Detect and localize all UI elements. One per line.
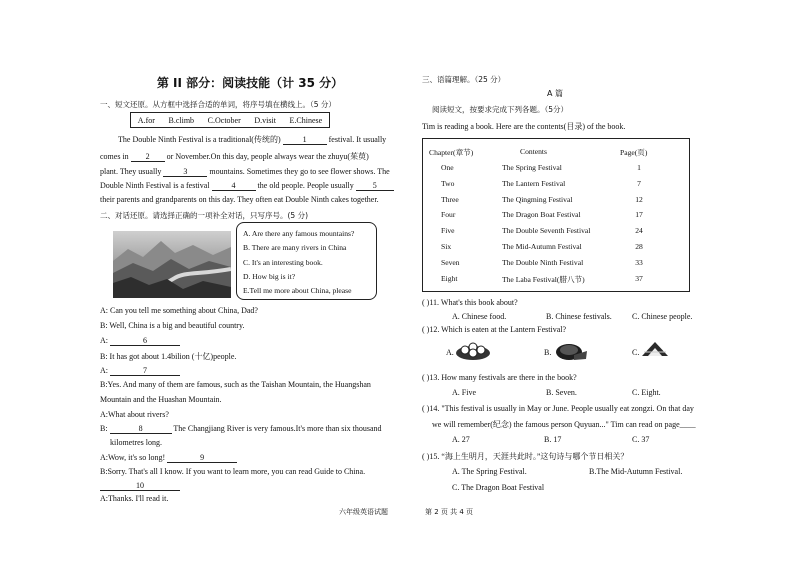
answer-option[interactable]: A. Five [452,388,476,397]
question-14-cont: we will remember(纪念) the famous person Quyuan..." Tim can read on page____ [432,420,696,429]
dialogue-option: C. It's an interesting book. [243,257,323,267]
answer-option[interactable]: B. Chinese festivals. [546,312,612,321]
passage-line: Double Ninth Festival is a festival 4 the old people. People usually 5 [100,181,394,191]
answer-option[interactable]: B. [544,348,552,357]
section1-heading: 一、短文还原。从方框中选择合适的单词，将序号填在横线上。（5 分） [100,100,336,109]
answer-option[interactable]: A. Chinese food. [452,312,507,321]
dialogue-line: A:Wow, it's so long! 9 [100,453,237,463]
answer-option[interactable]: C. Eight. [632,388,661,397]
answer-option[interactable]: C. 37 [632,435,650,444]
answer-blank[interactable]: 9 [167,453,237,463]
section3-heading: 三、语篇理解。（25 分） [422,75,506,84]
answer-option[interactable]: B. 17 [544,435,562,444]
word-box [130,112,330,128]
dialogue-line: B: It has got about 1.4bilion (十亿)people. [100,352,237,361]
table-row: Five The Double Seventh Festival 24 [441,226,643,235]
answer-option[interactable]: B.The Mid-Autumn Festival. [589,467,683,476]
section3-intro: Tim is reading a book. Here are the contents(目录) of the book. [422,122,626,131]
section3-instruction: 阅读短文，按要求完成下列各题。（5分） [432,105,569,114]
passage-line: The Double Ninth Festival is a traditional(传统的) 1 festival. It usually [118,135,387,144]
zongzi-icon [640,340,670,362]
answer-option[interactable]: C. Chinese people. [632,312,693,321]
passage-line: plant. They usually 3 mountains. Sometimes they go to see flower shows. The [100,167,390,176]
answer-blank[interactable]: 1 [283,135,327,145]
section2-heading: 二、对话还原。请选择正确的一项补全对话，只写序号。(5 分) [100,211,309,220]
answer-blank[interactable]: 10 [100,481,180,491]
table-row: Two The Lantern Festival 7 [441,179,641,188]
word-option: D.visit [254,115,276,125]
dialogue-line: A:What about rivers? [100,410,169,419]
mountain-river-photo [113,231,231,298]
dialogue-line: A: 6 [100,336,180,346]
answer-option[interactable]: B. Seven. [546,388,577,397]
table-row: Three The Qingming Festival 12 [441,195,643,204]
answer-blank[interactable]: 8 [110,424,172,434]
table-row: Seven The Double Ninth Festival 33 [441,258,643,267]
dialogue-option: D. How big is it? [243,271,296,281]
footer-page-number: 第 2 页 共 4 页 [425,508,474,516]
question-11: ( )11. What's this book about? [422,298,518,307]
question-12: ( )12. Which is eaten at the Lantern Festival? [422,325,567,334]
answer-option[interactable]: A. 27 [452,435,470,444]
word-option: A.for [137,115,155,125]
answer-option[interactable]: C. [632,348,640,357]
question-13: ( )13. How many festivals are there in the book? [422,373,577,382]
mooncake-icon [554,339,588,363]
table-row: Four The Dragon Boat Festival 17 [441,210,643,219]
table-row: One The Spring Festival 1 [441,163,641,172]
word-option: E.Chinese [289,115,323,125]
answer-blank[interactable]: 6 [110,336,180,346]
answer-blank[interactable]: 5 [356,181,394,191]
dialogue-option: B. There are many rivers in China [243,243,347,253]
answer-option[interactable]: A. [446,348,454,357]
part-title: 第 II 部分：阅读技能（计 35 分） [156,76,344,90]
dialogue-line: B:Sorry. That's all I know. If you want to learn more, you can read Guide to China. [100,467,366,476]
dialogue-line: kilometres long. [110,438,162,447]
dialogue-line: B: Well, China is a big and beautiful country. [100,321,245,330]
word-option: C.October [207,115,241,125]
passage-line: comes in 2 or November.On this day, people always wear the zhuyu(茱萸) [100,152,369,161]
question-15: ( )15. “海上生明月，天涯共此时。”这句诗与哪个节日相关？ [422,452,629,461]
answer-blank[interactable]: 3 [163,167,207,177]
question-14: ( )14. "This festival is usually in May or June. People usually eat zongzi. On that day [422,404,694,413]
dialogue-line [100,481,180,491]
dialogue-line: A:Thanks. I'll read it. [100,494,169,503]
tangyuan-icon [455,339,491,363]
passage-line: their parents and grandparents on this day. They often eat Double Ninth cakes together. [100,195,379,204]
dialogue-line: Mountain and the Huashan Mountain. [100,395,222,404]
dialogue-options-box [236,222,377,300]
footer-subject: 六年级英语试题 [339,508,388,516]
answer-option[interactable]: C. The Dragon Boat Festival [452,483,545,492]
passage-a-title: A 篇 [547,89,564,98]
table-row: Eight The Laba Festival(腊八节) 37 [441,274,643,284]
dialogue-line: A: Can you tell me something about China, Dad? [100,306,258,315]
table-row: Six The Mid-Autumn Festival 28 [441,242,643,251]
answer-blank[interactable]: 4 [212,181,256,191]
dialogue-line: A: 7 [100,366,180,376]
contents-table [422,138,690,292]
dialogue-line: B: 8 The Changjiang River is very famous.It's more than six thousand [100,424,382,433]
word-option: B.climb [168,115,195,125]
table-header: Chapter(章节) Contents Page(页) [429,147,648,157]
dialogue-option: A. Are there any famous mountains? [243,229,355,238]
answer-blank[interactable]: 2 [131,152,165,162]
dialogue-line: B:Yes. And many of them are famous, such as the Taishan Mountain, the Huangshan [100,380,371,389]
dialogue-option: E.Tell me more about China, please [243,286,352,296]
answer-option[interactable]: A. The Spring Festival. [452,467,527,476]
answer-blank[interactable]: 7 [110,366,180,376]
